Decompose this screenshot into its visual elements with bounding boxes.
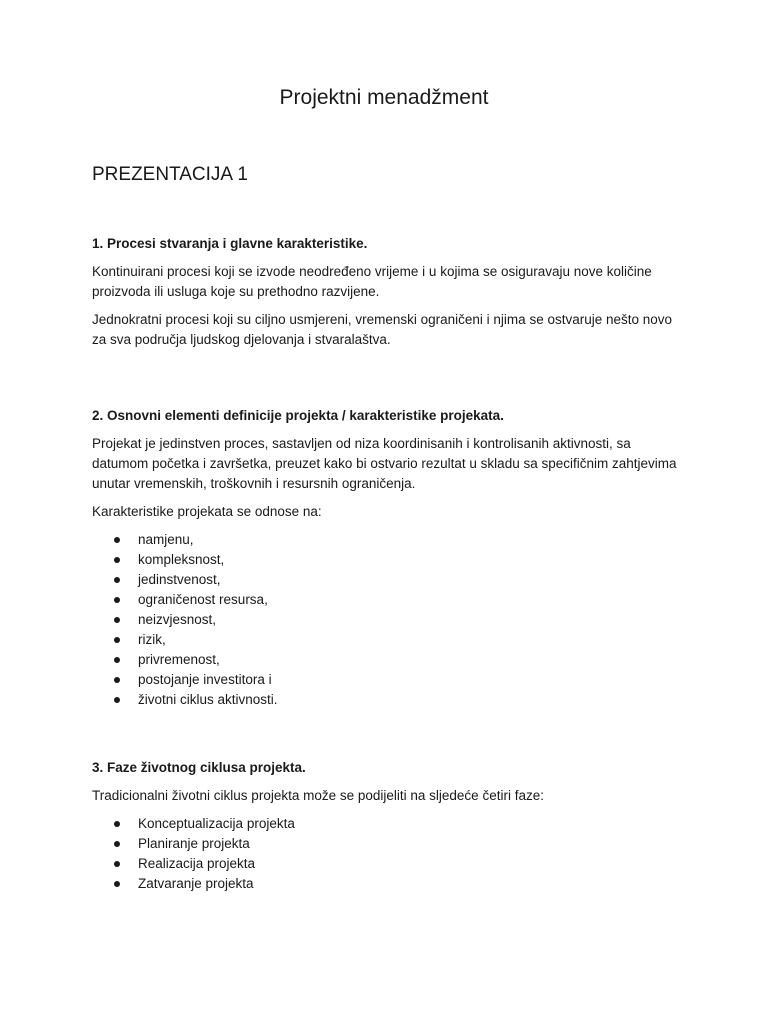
list-item: ograničenost resursa, (92, 590, 682, 610)
bullet-icon (114, 881, 120, 887)
section-heading-2: 2. Osnovni elementi definicije projekta / karakteristike projekata. (92, 408, 504, 423)
section-1-paragraph-2: Jednokratni procesi koji su ciljno usmjereni, vremenski ograničeni i njima se ostvaruje nešto novo za sva područja ljudskog djelovanja i stvaralaštva. (92, 312, 673, 347)
bullet-icon (114, 861, 120, 867)
list-item: postojanje investitora i (92, 670, 682, 690)
bullet-icon (114, 577, 120, 583)
list-item: rizik, (92, 630, 682, 650)
section-2-paragraph-2: Karakteristike projekata se odnose na: (92, 504, 322, 519)
bullet-icon (114, 537, 120, 543)
bullet-icon (114, 841, 120, 847)
list-item: životni ciklus aktivnosti. (92, 690, 682, 710)
presentation-heading: PREZENTACIJA 1 (92, 164, 248, 185)
section-heading-1: 1. Procesi stvaranja i glavne karakteristike. (92, 236, 368, 251)
section-spacer (92, 358, 682, 406)
list-item: kompleksnost, (92, 550, 682, 570)
section-1-paragraph-1: Kontinuirani procesi koji se izvode neodređeno vrijeme i u kojima se osiguravaju nove količine proizvoda ili usluga koje su prethodno razvijene. (92, 264, 652, 299)
document-body (92, 234, 682, 894)
bullet-icon (114, 697, 120, 703)
document-title: Projektni menadžment (279, 86, 489, 109)
list-item: neizvjesnost, (92, 610, 682, 630)
section-spacer (92, 710, 682, 758)
list-item: Planiranje projekta (92, 834, 682, 854)
phases-list (92, 814, 682, 894)
bullet-icon (114, 821, 120, 827)
bullet-icon (114, 617, 120, 623)
section-3-paragraph-1: Tradicionalni životni ciklus projekta može se podijeliti na sljedeće četiri faze: (92, 788, 544, 803)
section-2-paragraph-1: Projekat je jedinstven proces, sastavljen od niza koordinisanih i kontrolisanih aktivnosti, sa datumom početka i završetka, preuzet kako bi ostvario rezultat u skladu sa specifičnim zahtjevima unutar vremenskih, troškovnih i resursnih ograničenja. (92, 436, 677, 491)
list-item: jedinstvenost, (92, 570, 682, 590)
bullet-icon (114, 637, 120, 643)
bullet-icon (114, 677, 120, 683)
bullet-icon (114, 657, 120, 663)
list-item: Konceptualizacija projekta (92, 814, 682, 834)
list-item: Zatvaranje projekta (92, 874, 682, 894)
bullet-icon (114, 557, 120, 563)
characteristics-list (92, 530, 682, 710)
list-item: privremenost, (92, 650, 682, 670)
list-item: namjenu, (92, 530, 682, 550)
list-item: Realizacija projekta (92, 854, 682, 874)
bullet-icon (114, 597, 120, 603)
section-heading-3: 3. Faze životnog ciklusa projekta. (92, 760, 306, 775)
